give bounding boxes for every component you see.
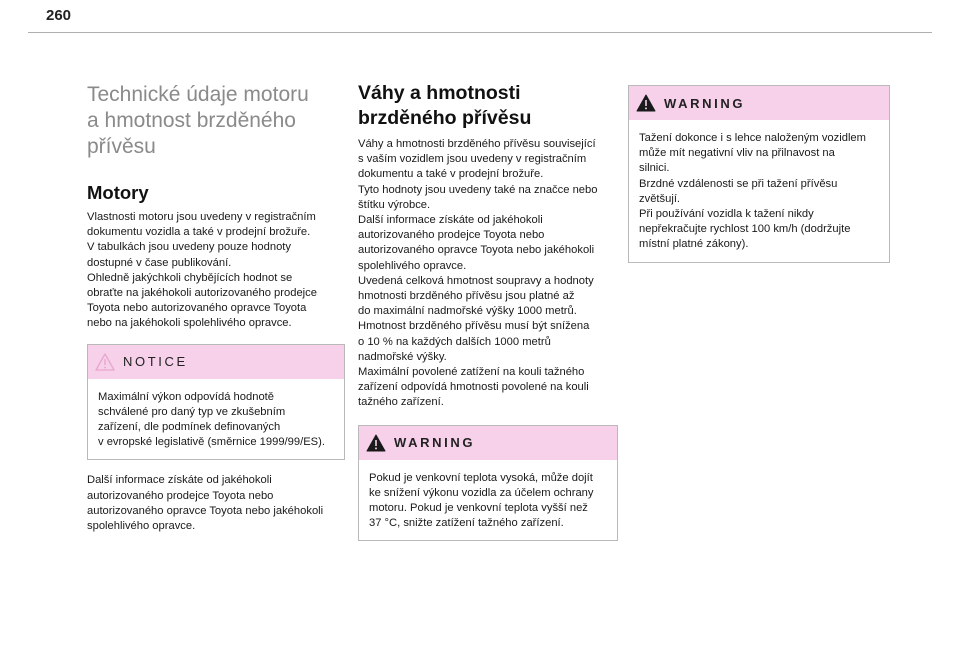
notice-box: [87, 344, 345, 461]
warning-triangle-icon: [366, 434, 386, 452]
notice-triangle-icon: [95, 353, 115, 371]
notice-header: [88, 345, 344, 379]
warning-text-right: Tažení dokonce i s lehce naloženým vozidlem může mít negativní vliv na přilnavost na silnici. Brzdné vzdálenosti se při tažení přívěsu zvětšují. Při používání vozidla k tažení nikdy nepřekračujte rychlost 100 km/h (dodržujte místní platné zákony).: [639, 132, 866, 251]
notice-label: NOTICE: [123, 354, 188, 370]
column-middle: [358, 82, 618, 541]
warning-label-right: WARNING: [664, 95, 746, 111]
warning-triangle-icon: [636, 94, 656, 112]
page-title: Technické údaje motoru a hmotnost brzděného přívěsu: [87, 83, 309, 158]
warning-header-middle: [359, 426, 617, 460]
weights-paragraph: Váhy a hmotnosti brzděného přívěsu související s vaším vozidlem jsou uvedeny v registračním dokumentu a také v prodejní brožuře. Tyto hodnoty jsou uvedeny také na značce nebo štítku výrobce. Další informace získáte od jakéhokoli autorizovaného prodejce Toyota nebo autorizovaného opravce Toyota nebo jakéhokoli spolehlivého opravce. Uvedená celková hmotnost soupravy a hodnoty hmotnosti brzděného přívěsu jsou platné až do maximální nadmořské výšky 1000 metrů. Hmotnost brzděného přívěsu musí být snížena o 10 % na každých dalších 1000 metrů nadmořské výšky. Maximální povolené zatížení na kouli tažného zařízení odpovídá hmotnosti povolené na kouli tažného zařízení.: [358, 138, 598, 409]
notice-text: Maximální výkon odpovídá hodnotě schválené pro daný typ ve zkušebním zařízení, dle podmínek definovaných v evropské legislativě (směrnice 1999/99/ES).: [98, 390, 325, 449]
column-left: [87, 82, 345, 534]
warning-box-middle: [358, 425, 618, 542]
page-number: 260: [46, 7, 72, 24]
warning-label-middle: WARNING: [394, 435, 476, 451]
warning-text-middle: Pokud je venkovní teplota vysoká, může dojít ke snížení výkonu vozidla za účelem ochrany motoru. Pokud je venkovní teplota vyšší než 37 °C, snižte zatížení tažného zařízení.: [369, 471, 594, 530]
info-paragraph: Další informace získáte od jakéhokoli autorizovaného prodejce Toyota nebo autorizovaného opravce Toyota nebo jakéhokoli spolehlivého opravce.: [87, 474, 324, 533]
column-right: [628, 85, 890, 263]
warning-box-right: [628, 85, 890, 263]
header-divider: [28, 32, 932, 33]
section-title-motory: Motory: [87, 182, 149, 203]
warning-header-right: [629, 86, 889, 120]
section-title-weights: Váhy a hmotnosti brzděného přívěsu: [358, 82, 532, 129]
motory-paragraph: Vlastnosti motoru jsou uvedeny v registračním dokumentu vozidla a také v prodejní brožuře. V tabulkách jsou uvedeny pouze hodnoty dostupné v čase publikování. Ohledně jakýchkoli chybějících hodnot se obraťte na jakéhokoli autorizovaného prodejce Toyota nebo autorizovaného opravce Toyota nebo na jakéhokoli spolehlivého opravce.: [87, 211, 317, 330]
